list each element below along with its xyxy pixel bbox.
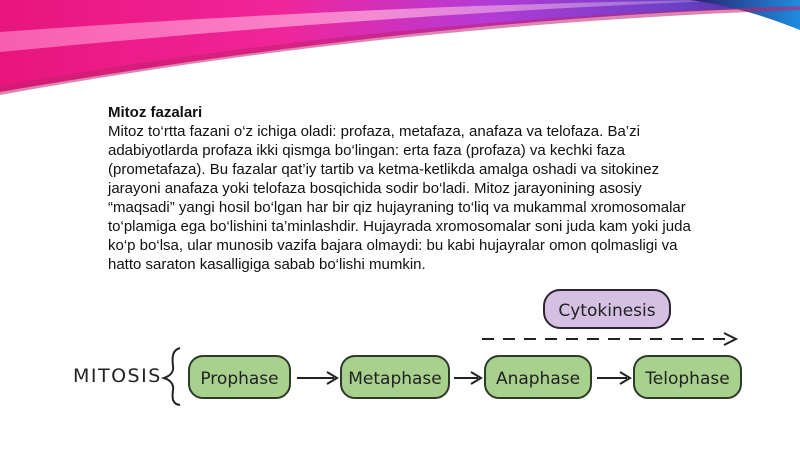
phase-label-telophase: Telophase bbox=[645, 369, 730, 389]
curly-brace bbox=[164, 348, 180, 405]
text-block bbox=[108, 103, 708, 274]
phase-label-prophase: Prophase bbox=[200, 369, 279, 389]
mitosis-label: MITOSIS bbox=[73, 365, 162, 387]
slide-paragraph: Mitoz to‘rtta fazani o‘z ichiga oladi: profaza, metafaza, anafaza va telofaza. Ba’zi adabiyotlarda profaza ikki qismga bo‘lingan: erta faza (profaza) va kechki faza (prometafaza). Bu fazalar qat’iy tartib va ketma-ketlikda amalga oshadi va sitokinez jarayoni anafaza yoki telofaza bosqichida sodir bo‘ladi. Mitoz jarayonining asosiy “maqsadi” yangi hosil bo‘lgan har bir qiz hujayraning to‘liq va mukammal xromosomalar to‘plamiga ega bo‘lishini ta’minlashdir. Hujayrada xromosomalar soni juda kam yoki juda ko‘p bo‘lsa, ular munosib vazifa bajara olmaydi: bu kabi hujayralar omon qolmasligi va hatto saraton kasalligiga sabab bo‘lishi mumkin. bbox=[108, 123, 691, 273]
arrow-prophase-metaphase bbox=[297, 372, 337, 384]
slide-title: Mitoz fazalari bbox=[108, 104, 203, 121]
cytokinesis-arrowhead bbox=[724, 333, 736, 345]
phase-label-anaphase: Anaphase bbox=[495, 369, 581, 389]
mitosis-diagram bbox=[0, 280, 800, 449]
decorative-banner bbox=[0, 0, 800, 110]
arrow-anaphase-telophase bbox=[597, 372, 630, 384]
cytokinesis-label: Cytokinesis bbox=[558, 301, 656, 321]
phase-label-metaphase: Metaphase bbox=[348, 369, 442, 389]
arrow-metaphase-anaphase bbox=[454, 372, 481, 384]
